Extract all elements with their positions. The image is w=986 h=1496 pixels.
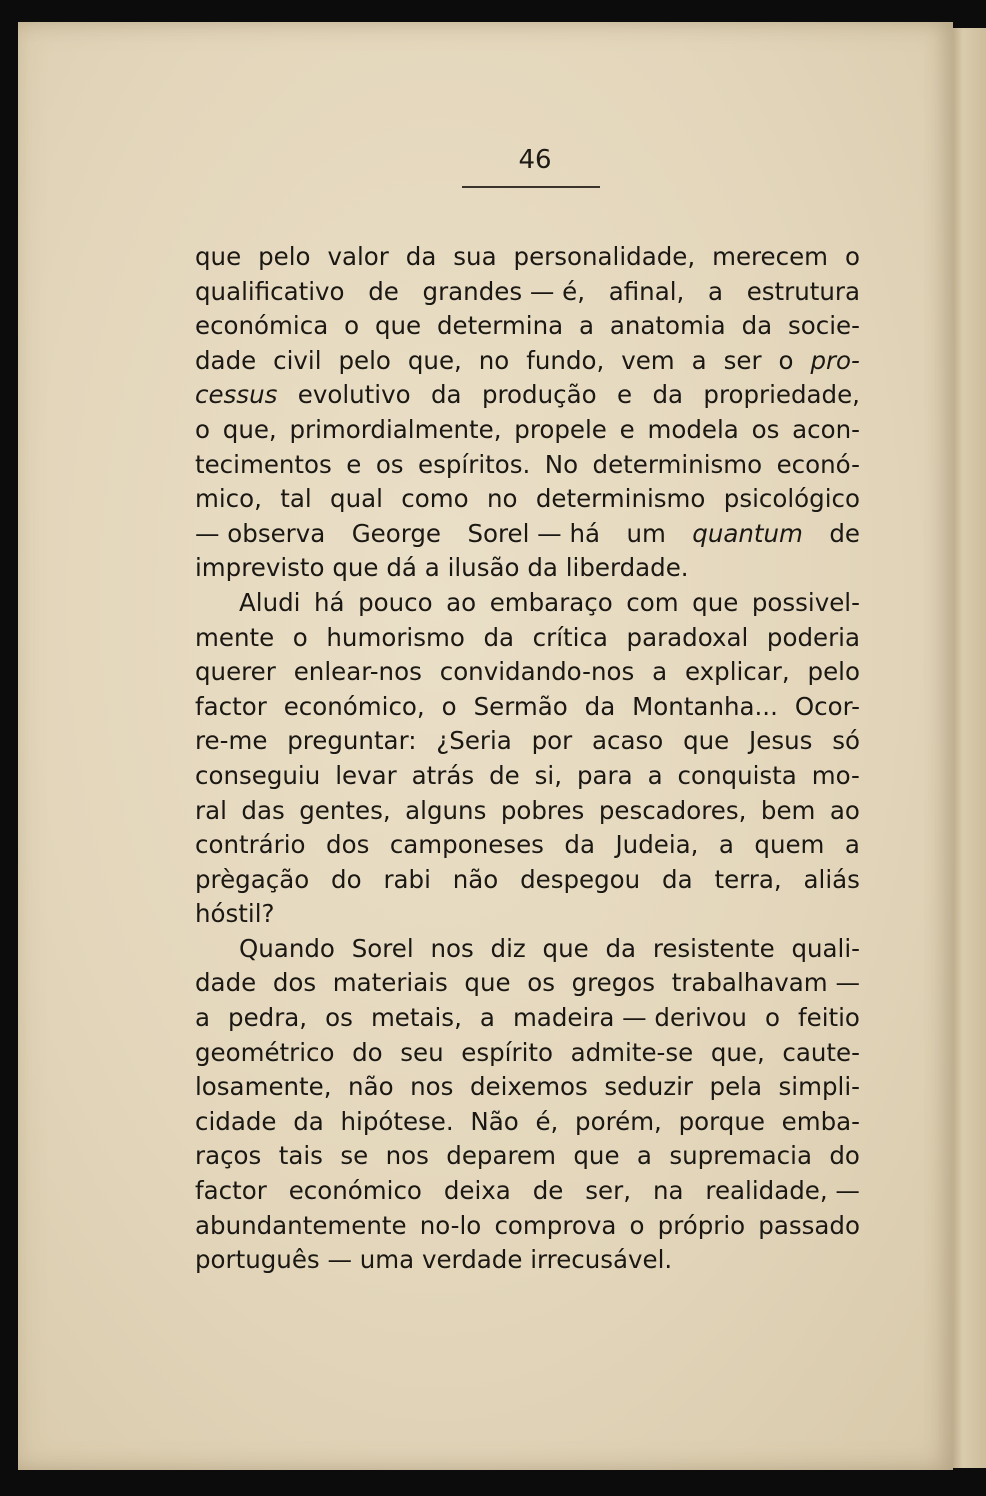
word: qualificativo (195, 276, 345, 306)
word: propele (514, 414, 607, 444)
word: factor (195, 1176, 267, 1206)
word: da (652, 380, 684, 410)
text-line (195, 1036, 860, 1071)
text-line (195, 448, 860, 483)
word: vem (621, 345, 675, 375)
word: acon- (792, 414, 860, 444)
word: pro- (810, 345, 860, 375)
word: espírito (461, 1037, 553, 1067)
word: no-lo (419, 1210, 482, 1240)
header-rule (462, 186, 600, 188)
word: tecimentos (195, 449, 332, 479)
word: diz (490, 933, 526, 963)
word: sua (453, 242, 497, 271)
word: o (441, 691, 457, 721)
word: os (527, 968, 555, 998)
word: determinismo (592, 449, 763, 479)
word: emba- (781, 1106, 860, 1136)
word: da (741, 311, 773, 341)
word: abundantemente (195, 1210, 407, 1240)
word: mico, (195, 484, 262, 514)
word: gentes, (299, 795, 391, 825)
word: embaraço (489, 587, 613, 617)
word: pobres (500, 795, 585, 825)
word: a (844, 830, 860, 860)
word: pouco (358, 587, 433, 617)
word: há (314, 587, 345, 617)
word: preguntar: (287, 726, 417, 756)
body-text (195, 240, 860, 1278)
word: no (486, 484, 518, 514)
word: como (401, 484, 469, 514)
word: imprevisto (195, 553, 325, 583)
word: terra, (714, 864, 782, 894)
word: valor (327, 242, 389, 271)
text-line (195, 932, 860, 967)
word: a (578, 311, 594, 341)
word: rabi (383, 864, 431, 894)
word: para (576, 760, 633, 790)
word: da (293, 1106, 324, 1136)
word: da (584, 691, 616, 721)
word: re-me (195, 726, 268, 756)
word: de (368, 276, 399, 306)
word: o (195, 414, 210, 444)
word: pela (709, 1072, 762, 1102)
word: da (564, 830, 595, 860)
word: produção (481, 380, 597, 410)
word: feitio (798, 1003, 860, 1033)
word: não (452, 864, 499, 894)
word: pelo (807, 657, 860, 687)
word: losamente, (195, 1072, 332, 1102)
word: os (751, 414, 780, 444)
word: porque (678, 1106, 765, 1136)
word: que (692, 587, 739, 617)
word: determina (436, 311, 564, 341)
text-line (195, 586, 860, 621)
text-line (195, 828, 860, 863)
word: No (544, 449, 579, 479)
word: de (829, 518, 860, 548)
word: das (241, 795, 285, 825)
word: crítica (532, 622, 608, 652)
word: que (464, 968, 511, 998)
text-line (195, 551, 860, 586)
word: ao (829, 795, 860, 825)
word: dos (326, 830, 370, 860)
word: de (532, 1176, 564, 1206)
word: resistente (652, 933, 775, 963)
word: o (778, 345, 794, 375)
word: e (346, 449, 362, 479)
word: Montanha... (632, 691, 778, 721)
word: camponeses (389, 830, 544, 860)
word: Quando (239, 933, 335, 963)
word: a (424, 553, 440, 583)
word: George (351, 518, 442, 548)
text-line (195, 1209, 860, 1244)
word: na (652, 1176, 684, 1206)
word: da (527, 553, 558, 583)
word: poderia (766, 622, 860, 652)
word: querer (195, 657, 276, 687)
word: os (325, 1003, 353, 1033)
word: seduzir (604, 1072, 694, 1102)
word: português — uma (195, 1245, 415, 1275)
word: materiais (332, 968, 448, 998)
word: civil (273, 345, 322, 375)
word: admite-se (570, 1037, 694, 1067)
word: simpli- (778, 1072, 860, 1102)
word: da (405, 242, 437, 271)
word: por (531, 726, 573, 756)
word: deixemos (469, 1072, 588, 1102)
word: deparem (446, 1141, 556, 1171)
word: — observa (195, 518, 326, 548)
word: e (616, 380, 633, 410)
word: supremacia (669, 1141, 812, 1171)
word: a (195, 1003, 211, 1033)
word: possivel- (751, 587, 860, 617)
word: o (292, 622, 308, 652)
word: qual (330, 484, 383, 514)
text-line (195, 621, 860, 656)
word: nos (410, 1072, 454, 1102)
word: dade (195, 968, 257, 998)
word: aliás (803, 864, 860, 894)
word: realidade, — (705, 1176, 860, 1206)
text-line (195, 863, 860, 898)
word: económico, (283, 691, 425, 721)
word: modela (647, 414, 739, 444)
word: que (542, 933, 589, 963)
word: a (479, 1003, 495, 1033)
word: no (478, 345, 510, 375)
word: dá (386, 553, 417, 583)
word: Sorel (351, 933, 414, 963)
word: paradoxal (626, 622, 749, 652)
word: despegou (520, 864, 641, 894)
word: a (636, 1141, 652, 1171)
word: factor (195, 691, 267, 721)
word: propriedade, (703, 380, 860, 410)
word: a (647, 760, 663, 790)
word: ilusão (447, 553, 520, 583)
word: que, (222, 414, 277, 444)
page-edge (953, 28, 986, 1468)
word: merecem (712, 242, 829, 271)
word: irrecusável. (530, 1245, 673, 1275)
word: o (764, 1003, 780, 1033)
word: Aludi (239, 587, 301, 617)
word: trabalhavam — (671, 968, 860, 998)
word: a (718, 830, 734, 860)
text-line (195, 724, 860, 759)
word: tais (278, 1141, 323, 1171)
word: que (374, 311, 422, 341)
word: liberdade. (565, 553, 689, 583)
word: evolutivo (297, 380, 411, 410)
word: que (573, 1141, 620, 1171)
word: cessus (195, 380, 278, 410)
word: ral (195, 795, 227, 825)
text-line (195, 309, 860, 344)
word: a (691, 345, 707, 375)
word: quantum (692, 518, 803, 548)
word: bem (760, 795, 816, 825)
word: os (375, 449, 404, 479)
word: estrutura (746, 276, 860, 306)
word: da (662, 864, 693, 894)
text-line (195, 275, 860, 310)
word: fundo, (526, 345, 605, 375)
text-line (195, 1174, 860, 1209)
word: com (626, 587, 679, 617)
word: cidade (195, 1106, 277, 1136)
word: anatomia (609, 311, 726, 341)
text-line (195, 517, 860, 552)
text-line (195, 1139, 860, 1174)
word: Não (470, 1106, 519, 1136)
text-line (195, 655, 860, 690)
word: humorismo (326, 622, 465, 652)
word: psicológico (723, 484, 860, 514)
word: não (348, 1072, 394, 1102)
word: hóstil? (195, 899, 275, 929)
word: econó- (776, 449, 860, 479)
word: é, (535, 1106, 559, 1136)
word: nos (430, 933, 474, 963)
word: do (352, 1037, 383, 1067)
word: Ocor- (794, 691, 860, 721)
word: socie- (788, 311, 860, 341)
word: do (829, 1141, 860, 1171)
word: dade (195, 345, 257, 375)
word: geométrico (195, 1037, 335, 1067)
word: conquista (677, 760, 797, 790)
text-line (195, 344, 860, 379)
word: raços (195, 1141, 262, 1171)
word: caute- (782, 1037, 860, 1067)
word: contrário (195, 830, 306, 860)
word: passado (758, 1210, 860, 1240)
word: a (652, 657, 668, 687)
word: um (626, 518, 666, 548)
word: dos (272, 968, 317, 998)
word: quali- (791, 933, 860, 963)
word: atrás (411, 760, 475, 790)
word: pelo (258, 242, 311, 271)
text-line (195, 1001, 860, 1036)
word: económico (288, 1176, 422, 1206)
word: pelo (338, 345, 391, 375)
word: hipótese. (340, 1106, 454, 1136)
text-line (195, 413, 860, 448)
word: acaso (592, 726, 664, 756)
word: que, (407, 345, 462, 375)
word: só (832, 726, 860, 756)
word: ¿Seria (436, 726, 512, 756)
word: o (344, 311, 360, 341)
word: que (332, 553, 379, 583)
word: personalidade, (513, 242, 696, 271)
word: que (683, 726, 730, 756)
word: mente (195, 622, 275, 652)
word: convidando-nos (439, 657, 635, 687)
word: afinal, (608, 276, 685, 306)
word: pescadores, (598, 795, 747, 825)
text-line (195, 966, 860, 1001)
word: gregos (571, 968, 656, 998)
word: quem (754, 830, 825, 860)
text-line (195, 378, 860, 413)
word: primordialmente, (289, 414, 502, 444)
text-line (195, 794, 860, 829)
word: se (340, 1141, 369, 1171)
word: ao (446, 587, 477, 617)
word: deixa (443, 1176, 511, 1206)
word: madeira — derivou (512, 1003, 747, 1033)
word: de (489, 760, 520, 790)
word: prègação (195, 864, 310, 894)
word: que (195, 242, 242, 271)
word: comprova (494, 1210, 617, 1240)
word: espíritos. (418, 449, 531, 479)
text-line (195, 1243, 860, 1278)
word: enlear-nos (293, 657, 422, 687)
word: seu (400, 1037, 444, 1067)
text-line (195, 690, 860, 725)
word: Sorel — há (467, 518, 601, 548)
word: determinismo (535, 484, 706, 514)
word: do (331, 864, 362, 894)
word: grandes — é, (422, 276, 586, 306)
word: alguns (405, 795, 487, 825)
text-line (195, 759, 860, 794)
word: que, (710, 1037, 765, 1067)
word: Sermão (473, 691, 568, 721)
text-line (195, 1105, 860, 1140)
word: Jesus (749, 726, 813, 756)
word: metais, (370, 1003, 462, 1033)
text-line (195, 897, 860, 932)
word: ser, (585, 1176, 631, 1206)
word: explicar, (685, 657, 790, 687)
word: o (629, 1210, 645, 1240)
word: da (605, 933, 637, 963)
word: económica (195, 311, 329, 341)
word: si, (534, 760, 562, 790)
text-line (195, 482, 860, 517)
word: próprio (657, 1210, 746, 1240)
word: mo- (811, 760, 860, 790)
word: o (844, 242, 860, 271)
word: porém, (575, 1106, 662, 1136)
word: da (483, 622, 515, 652)
word: nos (385, 1141, 429, 1171)
text-line (195, 240, 860, 275)
word: da (430, 380, 462, 410)
word: ser (723, 345, 762, 375)
word: a (708, 276, 724, 306)
word: conseguiu (195, 760, 321, 790)
word: levar (335, 760, 397, 790)
word: e (619, 414, 635, 444)
page-number: 46 (518, 145, 552, 175)
word: verdade (421, 1245, 523, 1275)
word: Judeia, (615, 830, 699, 860)
text-line (195, 1070, 860, 1105)
word: pedra, (228, 1003, 308, 1033)
word: tal (280, 484, 312, 514)
